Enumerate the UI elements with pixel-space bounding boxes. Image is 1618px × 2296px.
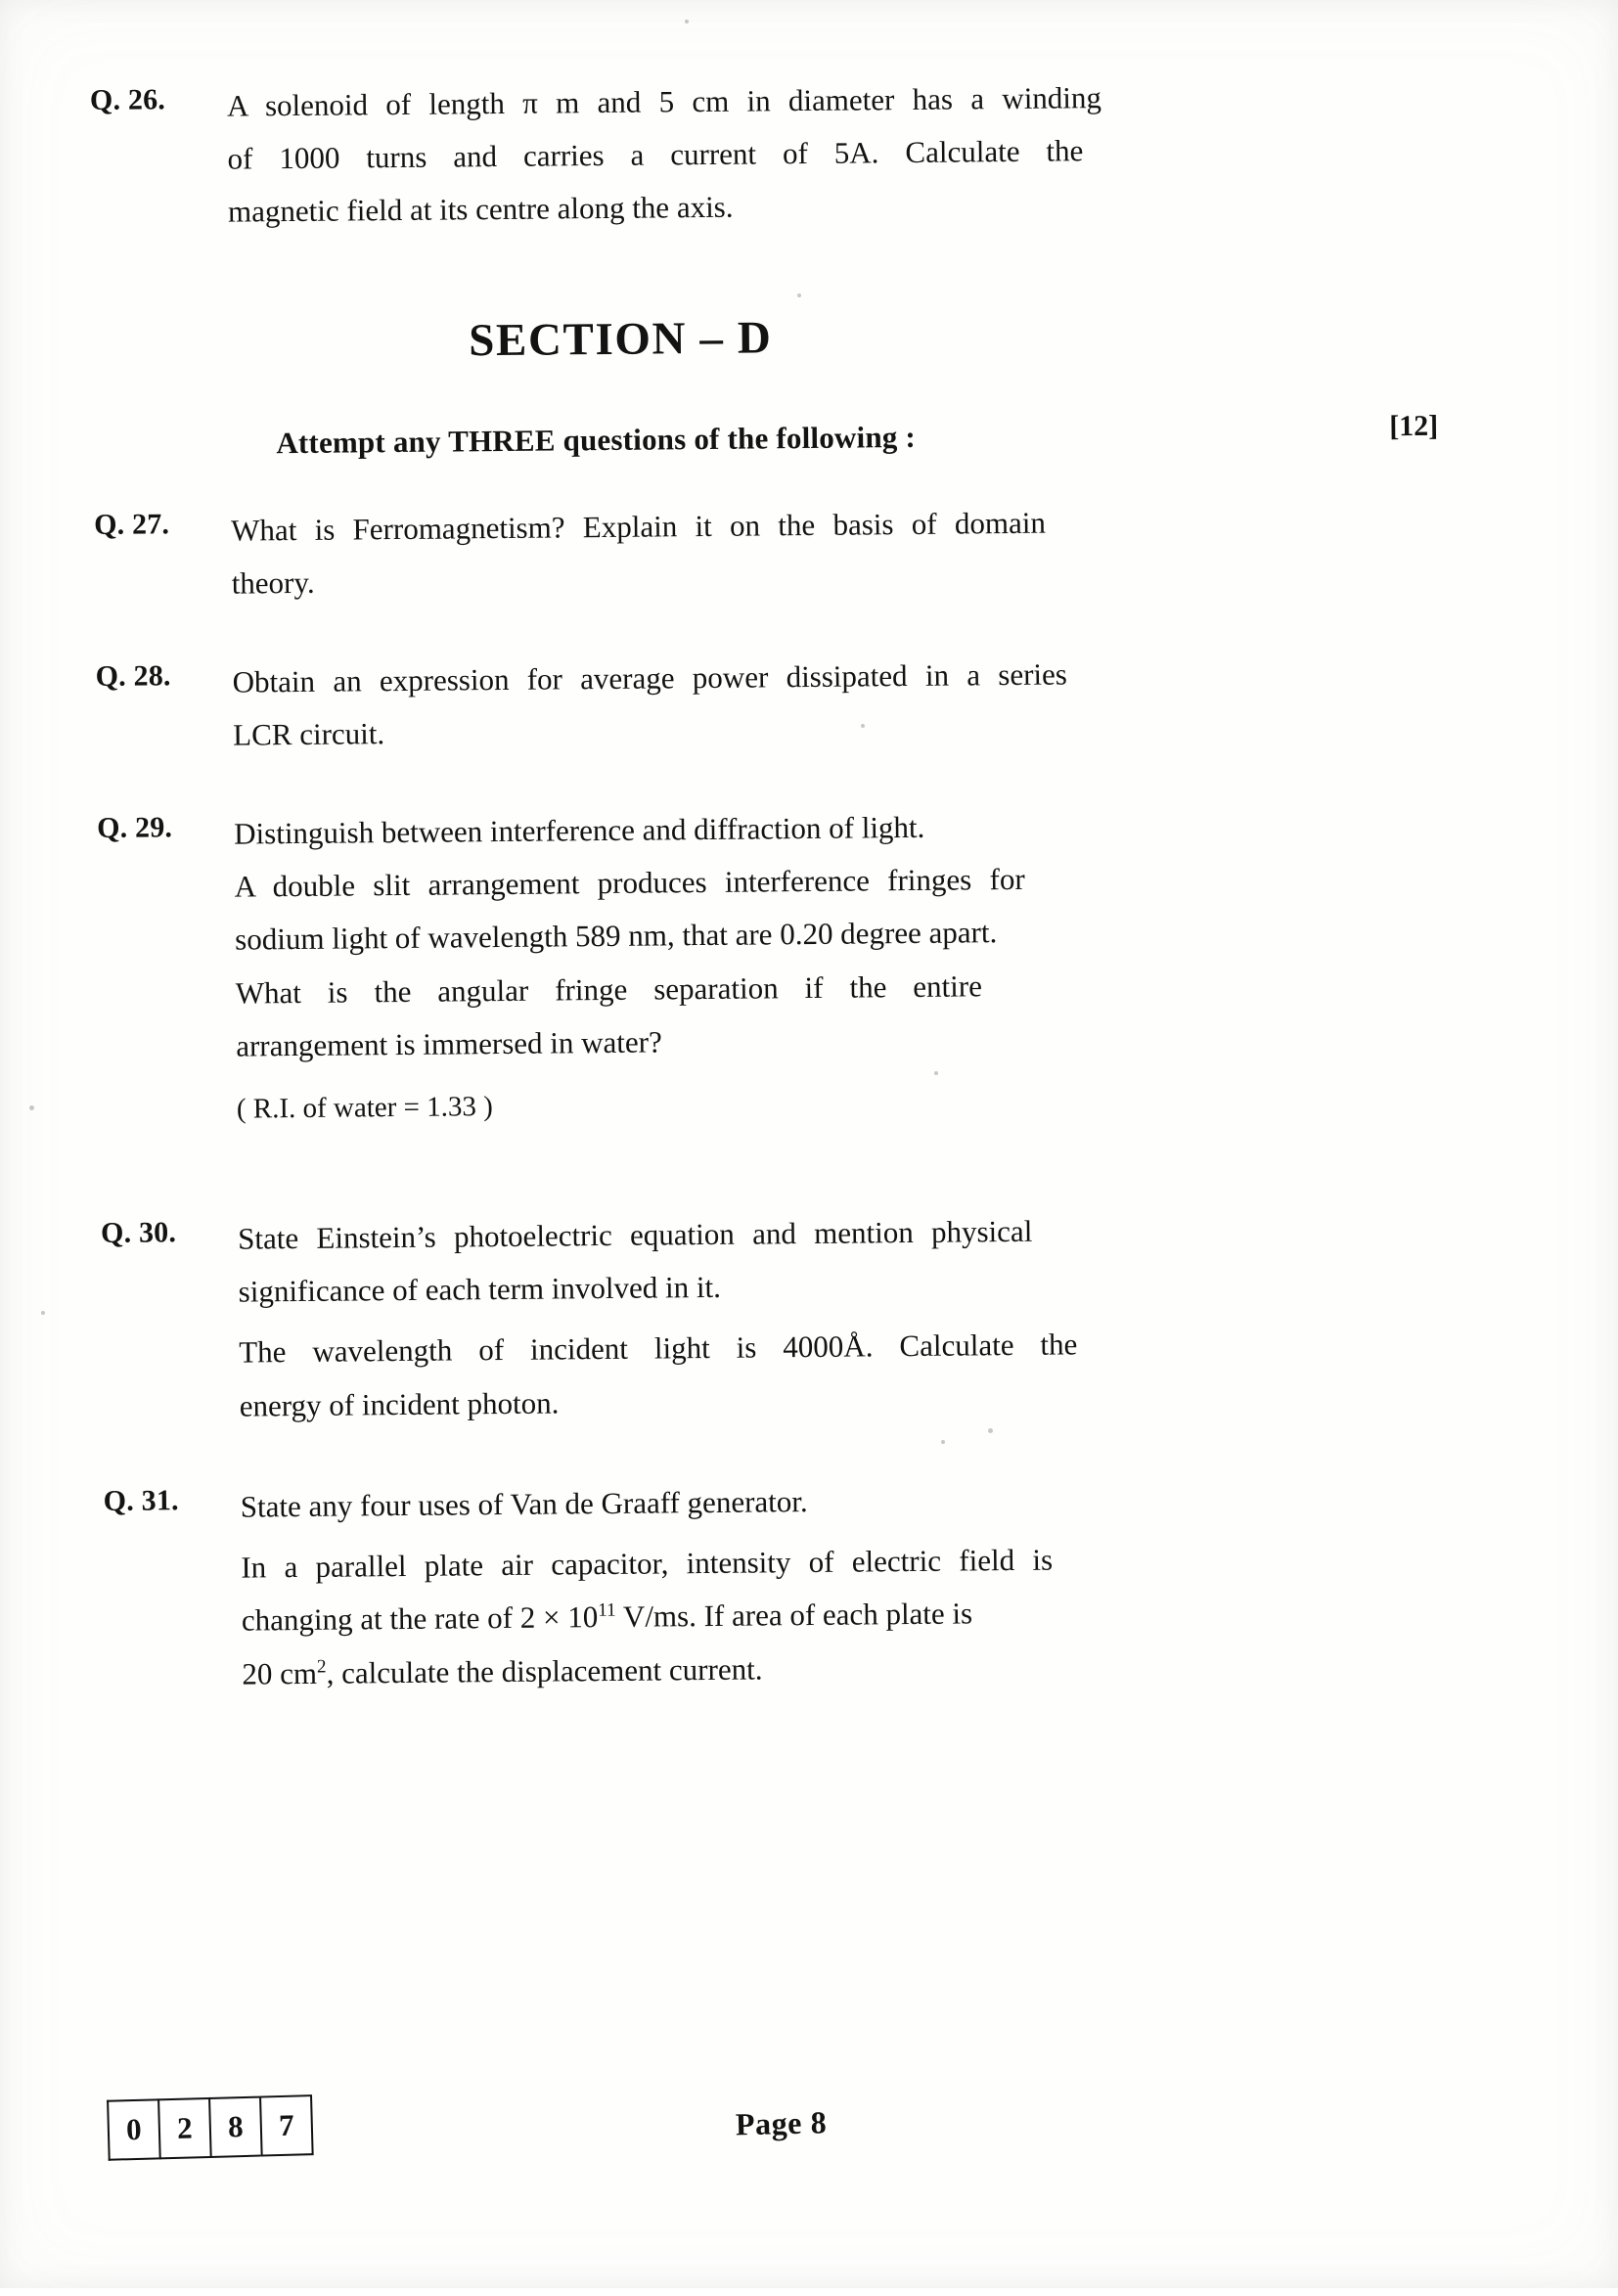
question-line-part: changing at the rate of 2 × 10: [241, 1599, 599, 1639]
question-line: Obtain an expression for average power dissipated in a series: [232, 656, 1068, 699]
question-body-28: [232, 650, 1143, 764]
question-block-27: [94, 496, 1269, 613]
question-line: A solenoid of length π m and 5 cm in diameter has a winding: [226, 80, 1102, 123]
question-number-31: Q. 31.: [103, 1484, 179, 1517]
question-body-26: [227, 73, 1139, 242]
question-block-31: [104, 1472, 1280, 1703]
question-line: What is the angular fringe separation if the entire: [235, 968, 983, 1011]
question-line-part: , calculate the displacement current.: [326, 1651, 763, 1690]
question-body-27: [231, 498, 1142, 612]
page-footer: [11, 2066, 1618, 2219]
question-line: Distinguish between interference and diffraction of light.: [234, 809, 925, 851]
question-line: sodium light of wavelength 589 nm, that are 0.20 degree apart.: [235, 915, 998, 958]
exponent-2: 2: [316, 1656, 327, 1678]
scan-speck: [941, 1440, 945, 1444]
question-number-30: Q. 30.: [100, 1216, 177, 1249]
question-body-31: [241, 1474, 1162, 1703]
question-number-28: Q. 28.: [95, 659, 171, 693]
scan-speck: [685, 20, 689, 23]
question-block-26: [90, 71, 1266, 242]
question-line: significance of each term involved in it.: [238, 1270, 722, 1309]
paper-code-boxes: [107, 2094, 314, 2161]
question-number-26: Q. 26.: [89, 83, 166, 117]
question-line: arrangement is immersed in water?: [236, 1024, 662, 1063]
section-instruction-row: [276, 414, 1567, 462]
question-line: State Einstein’s photoelectric equation and mention physical: [237, 1213, 1033, 1256]
scan-speck: [797, 293, 801, 297]
question-line: energy of incident photon.: [239, 1385, 560, 1423]
question-line: of 1000 turns and carries a current of 5A. Calculate the: [227, 133, 1084, 176]
question-line: In a parallel plate air capacitor, intensity of electric field is: [241, 1542, 1054, 1585]
question-line-with-exponent: [242, 1588, 1161, 1645]
question-line: A double slit arrangement produces interference fringes for: [234, 862, 1025, 904]
question-body-29: [234, 801, 1146, 1137]
question-number-29: Q. 29.: [96, 811, 173, 844]
page-number-label: Page 8: [735, 2104, 828, 2142]
question-line-part: 20 cm: [242, 1655, 318, 1691]
question-block-28: [95, 648, 1270, 765]
scan-speck: [934, 1071, 938, 1075]
question-body-30: [238, 1206, 1149, 1435]
question-number-27: Q. 27.: [93, 508, 170, 541]
question-line-with-exponent: [242, 1641, 1161, 1698]
question-line: magnetic field at its centre along the axis.: [227, 190, 734, 230]
question-line-part: V/ms. If area of each plate is: [615, 1596, 973, 1635]
question-block-29: [97, 799, 1274, 1138]
code-digit: 2: [157, 2097, 210, 2159]
section-instruction: Attempt any THREE questions of the following :: [276, 419, 917, 461]
code-digit: 8: [208, 2096, 261, 2158]
scan-speck: [988, 1428, 993, 1433]
scan-speck: [41, 1311, 45, 1315]
scan-speck: [29, 1105, 34, 1110]
question-line: theory.: [231, 565, 315, 601]
question-line: The wavelength of incident light is 4000Å. Calculate the: [239, 1327, 1078, 1371]
section-heading: SECTION – D: [469, 312, 773, 367]
scan-speck: [861, 724, 865, 728]
code-digit: 7: [259, 2094, 314, 2156]
question-note: ( R.I. of water = 1.33 ): [236, 1091, 494, 1125]
question-line: LCR circuit.: [233, 716, 385, 752]
question-block-30: [101, 1204, 1277, 1435]
exponent-11: 11: [598, 1600, 616, 1622]
question-line: What is Ferromagnetism? Explain it on the basis of domain: [231, 505, 1047, 548]
question-line: State any four uses of Van de Graaff generator.: [240, 1484, 808, 1524]
section-marks: [12]: [1389, 409, 1439, 443]
code-digit: 0: [107, 2098, 159, 2160]
